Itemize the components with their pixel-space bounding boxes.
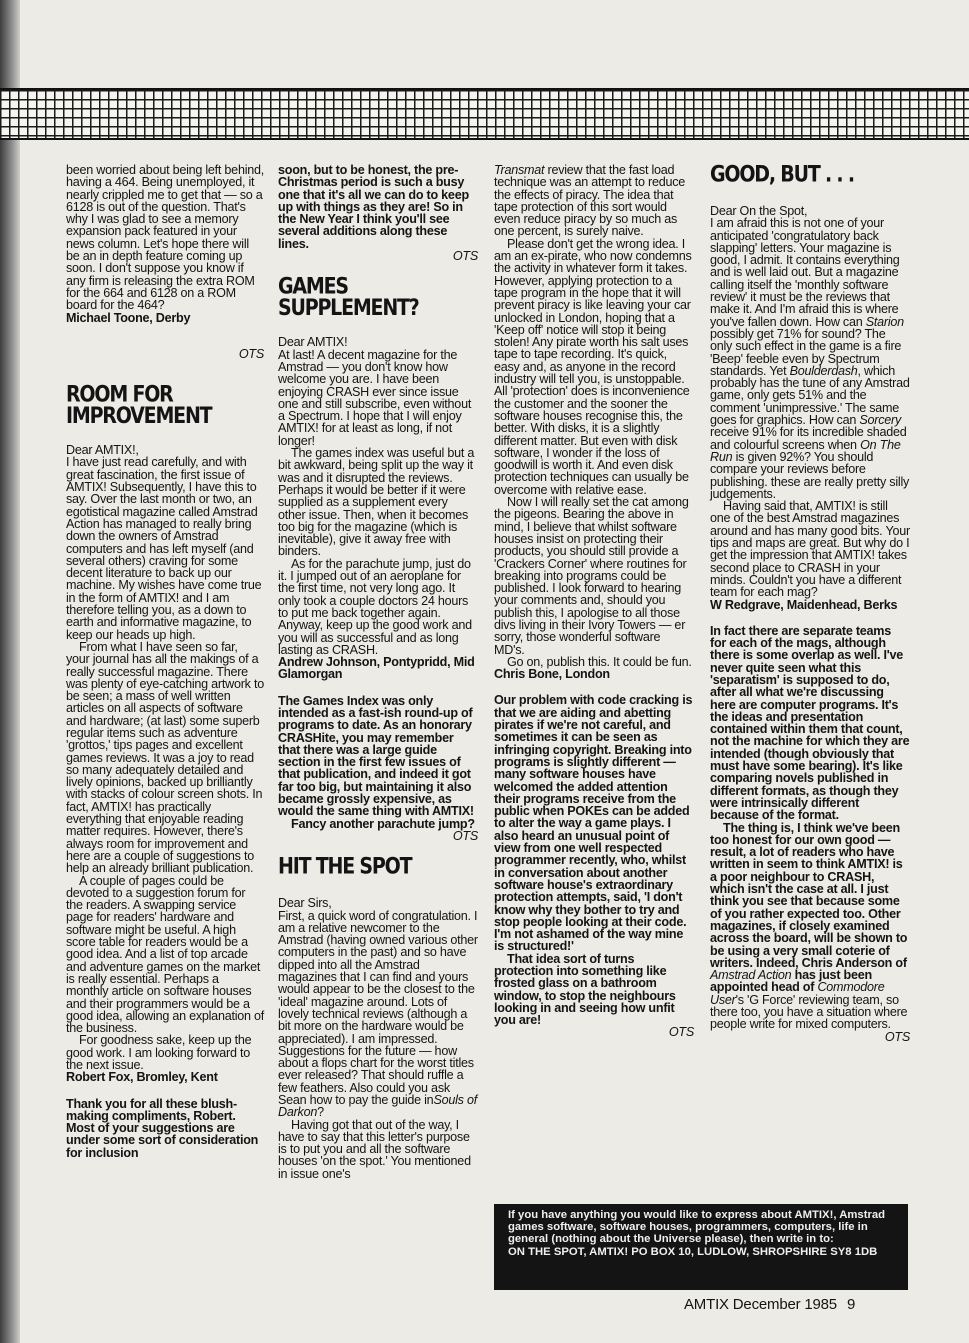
page-footer (684, 1296, 855, 1313)
binding-spine (0, 0, 20, 1343)
letter-salutation: Dear AMTIX!, (66, 443, 139, 458)
letter-signature: Robert Fox, Bromley, Kent (66, 1070, 218, 1085)
editor-reply: Fancy another parachute jump? (291, 816, 475, 831)
letter-text: I am afraid this is not one of your anticipated 'congratulatory back slapping' letters. Your magazine is good, I admit. It contains everything and is well laid out. But a magazine calling itself the 'monthly software review' it must be the reviews that make it. And I'm afraid this is where you've fallen down. How can Starion possibly get 71% for sound? The only such effect in the game is a fire 'Beep' feeble even by Spectrum standards. Yet Boulderdash, which probably has the tune of any Amstrad game, only gets 51% and the comment 'unimpressive.' The same goes for graphics. How can Sorcery receive 91% for its incredible shaded and colourful screens when On The Run is given 92%? You should compare your reviews before publishing. these are really pretty silly judgements. (710, 216, 910, 501)
editor-initials: OTS (884, 1029, 910, 1044)
game-title: Transmat (494, 163, 545, 177)
editor-reply: Our problem with code cracking is that we are aiding and abetting pirates if we're not careful, and sometimes it can be seen as infringing copyright. Breaking into programs is slightly different — many software houses have welcomed the added attention their programs receive from the public when POKEs can be added to alter the way a game plays. I also heard an unusual point of view from one well respected programmer recently, who, whilst in conversation about another software house's extraordinary protection attempts, said, 'I don't know why they bother to try and stop people looking at their code. I'm not ashamed of the way mine is structured!' (494, 693, 693, 954)
letter-text: A couple of pages could be devoted to a suggestion forum for the readers. A swapping service page for readers' hardware and software might be useful. A high score table for readers would be a good idea. And a list of top arcade and adventure games on the market is really essential. Perhaps a monthly article on software houses and their programmers would be a good idea, allowing an explanation of the business. (66, 873, 265, 1036)
letter-heading: GOOD, BUT . . . (710, 161, 854, 187)
letter-signature: W Redgrave, Maidenhead, Berks (710, 597, 898, 612)
editor-reply: soon, but to be honest, the pre-Christmas period is such a busy one that it's all we can do to keep up with things as they are! So in the New Year I think you'll see several additions along these lines. (278, 163, 469, 251)
letter-text: Having got that out of the way, I have to say that this letter's purpose is to put you and all the software houses 'on the spot.' You mentioned in issue one's (278, 1117, 471, 1181)
letter-heading: GAMES SUPPLEMENT? (278, 274, 419, 322)
editor-reply: That idea sort of turns protection into something like frosted glass on a bathroom window, to stop the neighbours looking in and seeing how unfit you are! (494, 951, 676, 1028)
magazine-issue: AMTIX December 1985 (684, 1296, 837, 1313)
letter-heading: HIT THE SPOT (278, 853, 412, 880)
column-4 (710, 161, 910, 1044)
column-2 (278, 164, 478, 1180)
contact-address: ON THE SPOT, AMTIX! PO BOX 10, LUDLOW, SHROPSHIRE SY8 1DB (508, 1246, 878, 1259)
editor-initials: OTS (452, 249, 478, 264)
letter-text: For goodness sake, keep up the good work. I am looking forward to the next issue. (66, 1033, 252, 1072)
editor-reply: The thing is, I think we've been too honest for our own good — result, a lot of readers who have written in seem to think AMTIX! is a poor neighbour to CRASH, which isn't the case at all. I just think you see that because some of you rather expected too. Other magazines, if closely examined across the board, will be shown to be using a very small coterie of writers. Indeed, Chris Anderson of Amstrad Action has just been appointed head of Commodore User's 'G Force' reviewing team, so there too, you have a situation where people write for mixed computers. (710, 820, 908, 1032)
editor-reply: Thank you for all these blush-making compliments, Robert. Most of your suggestions are under some sort of consideration for inclusion (66, 1096, 259, 1160)
column-1 (66, 164, 264, 1159)
letter-salutation: Dear AMTIX! (278, 335, 348, 350)
game-title: On The Run (710, 437, 901, 464)
letter-salutation: Dear Sirs, (278, 896, 332, 911)
letter-text: I have just read carefully, and with great fascination, the first issue of AMTIX! Subsequently, I have this to say. Over the last month or two, an egotistical magazine called Amstrad Action has managed to really bring down the owners of Amstrad computers and has left myself (and several others) craving for some decent literature to back up our machine. My wishes have come true in the form of AMTIX! and I am therefore telling you, as a down to earth and informative magazine, to keep our heads up high. (66, 455, 262, 642)
editor-initials: OTS (668, 1025, 694, 1040)
magazine-title: Commodore User (710, 980, 885, 1007)
column-3 (494, 164, 694, 1039)
editor-initials: OTS (452, 828, 478, 843)
magazine-title: Amstrad Action (710, 968, 792, 983)
game-title: Sorcery (859, 413, 901, 428)
letter-text: First, a quick word of congratulation. I am a relative newcomer to the Amstrad (having owned various other computers in the past) and so have dipped into all the Amstrad magazines that I can find and yours would appear to be the closest to the 'ideal' magazine around. Lots of lovely technical reviews (although a bit more on the hardware would be appreciated). I am impressed. Suggestions for the future — how about a flops chart for the worst titles ever released? That should ruffle a few feathers. Also could you ask Sean how to pay the guide inSouls of Darkon? (278, 908, 478, 1120)
letter-text: The games index was useful but a bit awkward, being split up the way it was and it disrupted the reviews. Perhaps it would be better if it were supplied as a supplement every other issue. Then, when it becomes too big for the magazine (which is inevitable), give it away free with binders. (278, 446, 475, 559)
decorative-grid-band (0, 88, 969, 140)
contact-box (494, 1204, 908, 1290)
letter-salutation: Dear On the Spot, (710, 204, 808, 218)
letter-text: At last! A decent magazine for the Amstrad — you don't know how welcome you are. I have been enjoying CRASH ever since issue one and still subscribe, even without a Spectrum. I hope that I will enjoy AMTIX! for at least as long, if not longer! (278, 347, 472, 448)
contact-box-text: If you have anything you would like to express about AMTIX!, Amstrad games software, software houses, programmers, computers, life in general (nothing about the Universe please), then write in to: (508, 1209, 886, 1245)
letter-signature: Michael Toone, Derby (66, 310, 191, 325)
letter-text: Transmat review that the fast load technique was an attempt to reduce the effects of piracy. The idea that tape protection of this sort would even reduce piracy by so much as one percent, is surely naive. (494, 163, 686, 239)
editor-reply: The Games Index was only intended as a fast-ish round-up of programs to date. As an honorary CRASHite, you may remember that there was a large guide section in the first few issues of that publication, and indeed it got far too big, but maintaining it also became grossly expensive, as would the same thing with AMTIX! (278, 693, 474, 819)
letter-text: Go on, publish this. It could be fun. (507, 654, 692, 669)
letter-text: As for the parachute jump, just do it. I jumped out of an aeroplane for the first time, not very long ago. It only took a couple doctors 24 hours to put me back together again. Anyway, keep up the good work and you will as successful and as long lasting as CRASH. (278, 556, 472, 657)
letter-text: Please don't get the wrong idea. I am an ex-pirate, who now condemns the activity in whatever form it takes. However, applying protection to a tape program in the hope that it will prevent piracy is like leaving your car unlocked in London, hoping that a 'Keep off' notice will stop it being stolen! Any pirate worth his salt uses tape to tape recording. It's quick, easy and, as anyone in the record industry will tell you, is unstoppable. All 'protection' does is inconvenience the customer and the sooner the software houses recognise this, the better. With disks, it is a slightly different matter. But even with disk software, I wonder if the loss of goodwill is worth it. And even disk protection techniques can usually be overcome with relative ease. (494, 236, 692, 497)
game-title: Starion (865, 314, 904, 329)
editor-reply: In fact there are separate teams for each of the mags, although there is some overlap as well. I've never quite seen what this 'separatism' is supposed to do, after all what we're discussing here are computer programs. It's the ideas and presentation contained within them that count, not the machine for which they are intended (though obviously that must have some bearing). It's like comparing novels published in different formats, as though they were intrinsically different because of the format. (710, 623, 910, 823)
game-title: Souls of Darkon (278, 1093, 477, 1120)
letter-text: Having said that, AMTIX! is still one of the best Amstrad magazines around and has many good bits. Your tips and maps are great. But why do I get the impression that AMTIX! takes second place to CRASH in your minds. Couldn't you have a different team for each mag? (710, 499, 910, 600)
page-number: 9 (846, 1296, 856, 1313)
editor-initials: OTS (238, 346, 264, 361)
letter-signature: Andrew Johnson, Pontypridd, Mid Glamorgan (278, 655, 475, 682)
game-title: Boulderdash (789, 363, 858, 378)
letter-text: From what I have seen so far, your journal has all the makings of a really successful magazine. There was plenty of eye-catching artwork to be seen; a mass of well written articles on all aspects of software and hardware; (at last) some superb regular items such as adventure 'grottos,' tips pages and excellent games reviews. It was a joy to read so many adequately detailed and lively opinions, backed up brilliantly with stacks of colour screen shots. In fact, AMTIX! has practically everything that enjoyable reading matter requires. However, there's always room for improvement and here are a couple of suggestions to help an already brilliant publication. (66, 639, 264, 876)
letter-text: been worried about being left behind, having a 464. Being unemployed, it nearly crippled me to get that — so a 6128 is out of the question. That's why I was glad to see a memory expansion pack featured in your news column. Let's hope there will be an in depth feature coming up soon. I don't suppose you know if any firm is releasing the extra ROM for the 664 and 6128 on a ROM board for the 464? (66, 163, 264, 313)
letter-heading: ROOM FOR IMPROVEMENT (66, 381, 212, 430)
letter-signature: Chris Bone, London (494, 667, 610, 682)
letter-text: Now I will really set the cat among the pigeons. Bearing the above in mind, I believe that whilst software houses insist on protecting their products, you should still provide a 'Crackers Corner' where routines for breaking into programs could be published. I look forward to hearing your comments and, should you publish this, I apologise to all those divs living in their Ivory Towers — er sorry, those wonderful software MD's. (494, 495, 689, 657)
